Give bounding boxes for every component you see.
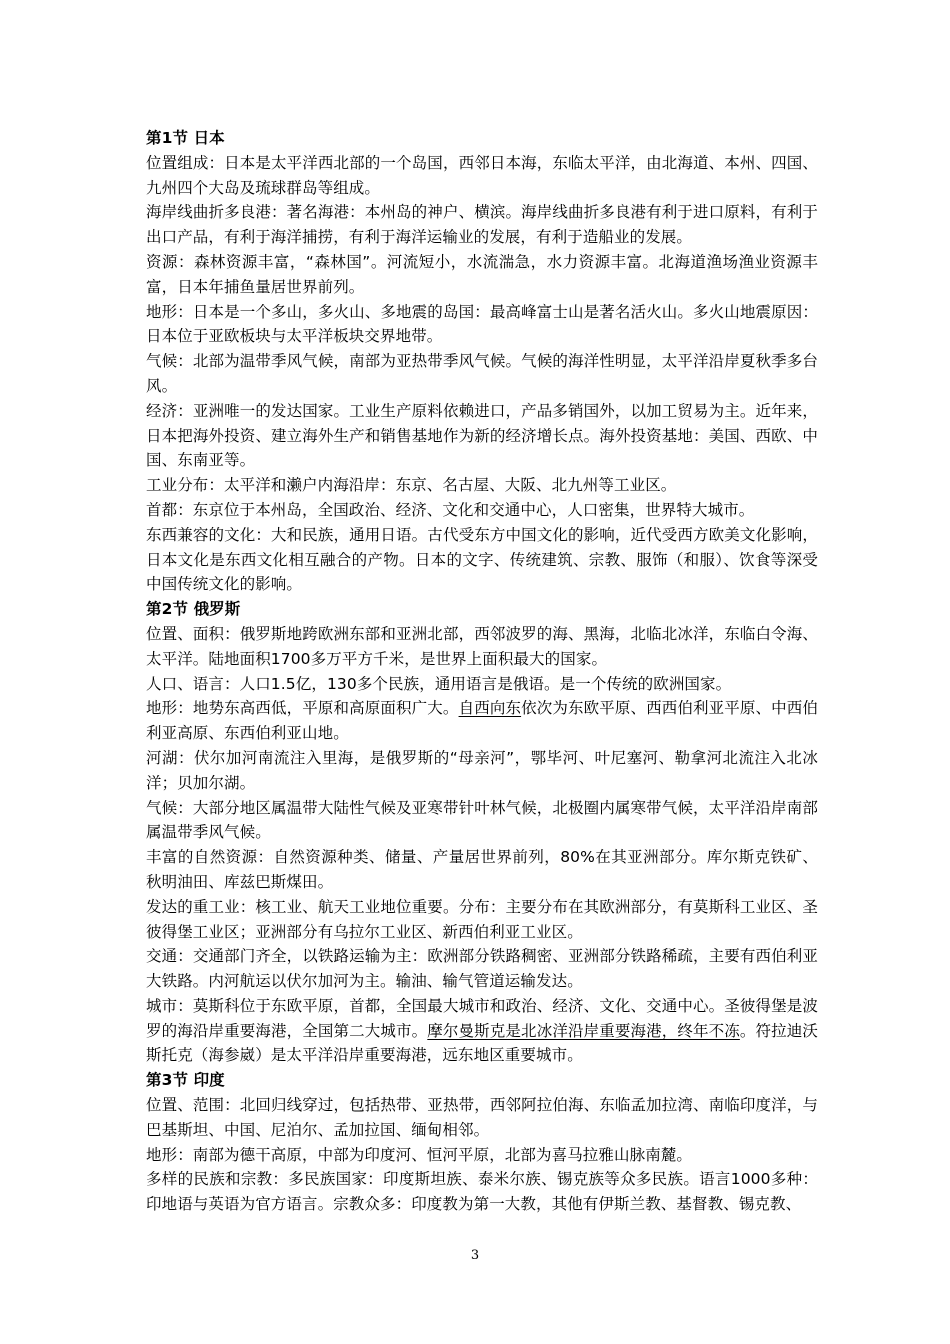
document-body (146, 126, 818, 1217)
paragraph: 位置、面积：俄罗斯地跨欧洲东部和亚洲北部，西邻波罗的海、黑海，北临北冰洋，东临白令海、太平洋。陆地面积1700多万平方千米，是世界上面积最大的国家。 (146, 624, 818, 668)
paragraph: 海岸线曲折多良港：著名海港：本州岛的神户、横滨。海岸线曲折多良港有利于进口原料，有利于出口产品，有利于海洋捕捞，有利于海洋运输业的发展，有利于造船业的发展。 (146, 203, 818, 247)
paragraph: 气候：北部为温带季风气候，南部为亚热带季风气候。气候的海洋性明显，太平洋沿岸夏秋季多台风。 (146, 352, 818, 395)
paragraph: 工业分布：太平洋和濑户内海沿岸：东京、名古屋、大阪、北九州等工业区。 (146, 476, 677, 495)
paragraph: 发达的重工业：核工业、航天工业地位重要。分布：主要分布在其欧洲部分，有莫斯科工业区、圣彼得堡工业区；亚洲部分有乌拉尔工业区、新西伯利亚工业区。 (146, 897, 818, 941)
page-number: 3 (470, 1248, 480, 1263)
underlined-phrase: 摩尔曼斯克是北冰洋沿岸重要海港，终年不冻 (427, 1021, 740, 1040)
paragraph-with-underline: 城市：莫斯科位于东欧平原，首都，全国最大城市和政治、经济、文化、交通中心。圣彼得堡是波罗的海沿岸重要海港，全国第二大城市。摩尔曼斯克是北冰洋沿岸重要海港，终年不冻。符拉迪沃斯托克（海参崴）是太平洋沿岸重要海港，远东地区重要城市。 (146, 996, 818, 1065)
paragraph: 位置组成：日本是太平洋西北部的一个岛国，西邻日本海，东临太平洋，由北海道、本州、四国、九州四个大岛及琉球群岛等组成。 (146, 153, 818, 197)
underlined-phrase: 自西向东 (458, 699, 522, 718)
section-heading: 第1节 日本 (146, 129, 225, 147)
paragraph-with-underline: 地形：地势东高西低，平原和高原面积广大。自西向东依次为东欧平原、西西伯利亚平原、中西伯利亚高原、东西伯利亚山地。 (146, 699, 818, 743)
paragraph: 交通：交通部门齐全，以铁路运输为主：欧洲部分铁路稠密、亚洲部分铁路稀疏，主要有西伯利亚大铁路。内河航运以伏尔加河为主。输油、输气管道运输发达。 (146, 947, 818, 991)
paragraph: 多样的民族和宗教：多民族国家：印度斯坦族、泰米尔族、锡克族等众多民族。语言1000多种：印地语与英语为官方语言。宗教众多：印度教为第一大教，其他有伊斯兰教、基督教、锡克教、 (146, 1170, 818, 1214)
paragraph: 丰富的自然资源：自然资源种类、储量、产量居世界前列，80%在其亚洲部分。库尔斯克铁矿、秋明油田、库兹巴斯煤田。 (146, 848, 818, 891)
section-heading: 第3节 印度 (146, 1071, 225, 1090)
paragraph: 人口、语言：人口1.5亿，130多个民族，通用语言是俄语。是一个传统的欧洲国家。 (146, 674, 732, 693)
paragraph: 河湖：伏尔加河南流注入里海，是俄罗斯的“母亲河”，鄂毕河、叶尼塞河、勒拿河北流注入北冰洋；贝加尔湖。 (146, 748, 818, 792)
paragraph: 首都：东京位于本州岛，全国政治、经济、文化和交通中心，人口密集，世界特大城市。 (146, 500, 755, 519)
paragraph: 经济：亚洲唯一的发达国家。工业生产原料依赖进口，产品多销国外，以加工贸易为主。近年来，日本把海外投资、建立海外生产和销售基地作为新的经济增长点。海外投资基地：美国、西欧、中国、东南亚等。 (146, 401, 818, 470)
paragraph: 地形：日本是一个多山，多火山、多地震的岛国：最高峰富士山是著名活火山。多火山地震原因：日本位于亚欧板块与太平洋板块交界地带。 (146, 302, 818, 346)
paragraph: 资源：森林资源丰富，“森林国”。河流短小，水流湍急，水力资源丰富。北海道渔场渔业资源丰富，日本年捕鱼量居世界前列。 (146, 252, 818, 296)
section-heading: 第2节 俄罗斯 (146, 600, 241, 619)
paragraph: 气候：大部分地区属温带大陆性气候及亚寒带针叶林气候，北极圈内属寒带气候，太平洋沿岸南部属温带季风气候。 (146, 798, 818, 842)
paragraph: 东西兼容的文化：大和民族，通用日语。古代受东方中国文化的影响，近代受西方欧美文化影响，日本文化是东西文化相互融合的产物。日本的文字、传统建筑、宗教、服饰（和服）、饮食等深受中国传统文化的影响。 (146, 525, 818, 594)
paragraph: 位置、范围：北回归线穿过，包括热带、亚热带，西邻阿拉伯海、东临孟加拉湾、南临印度洋，与巴基斯坦、中国、尼泊尔、孟加拉国、缅甸相邻。 (146, 1096, 818, 1139)
paragraph: 地形：南部为德干高原，中部为印度河、恒河平原，北部为喜马拉雅山脉南麓。 (146, 1145, 693, 1164)
